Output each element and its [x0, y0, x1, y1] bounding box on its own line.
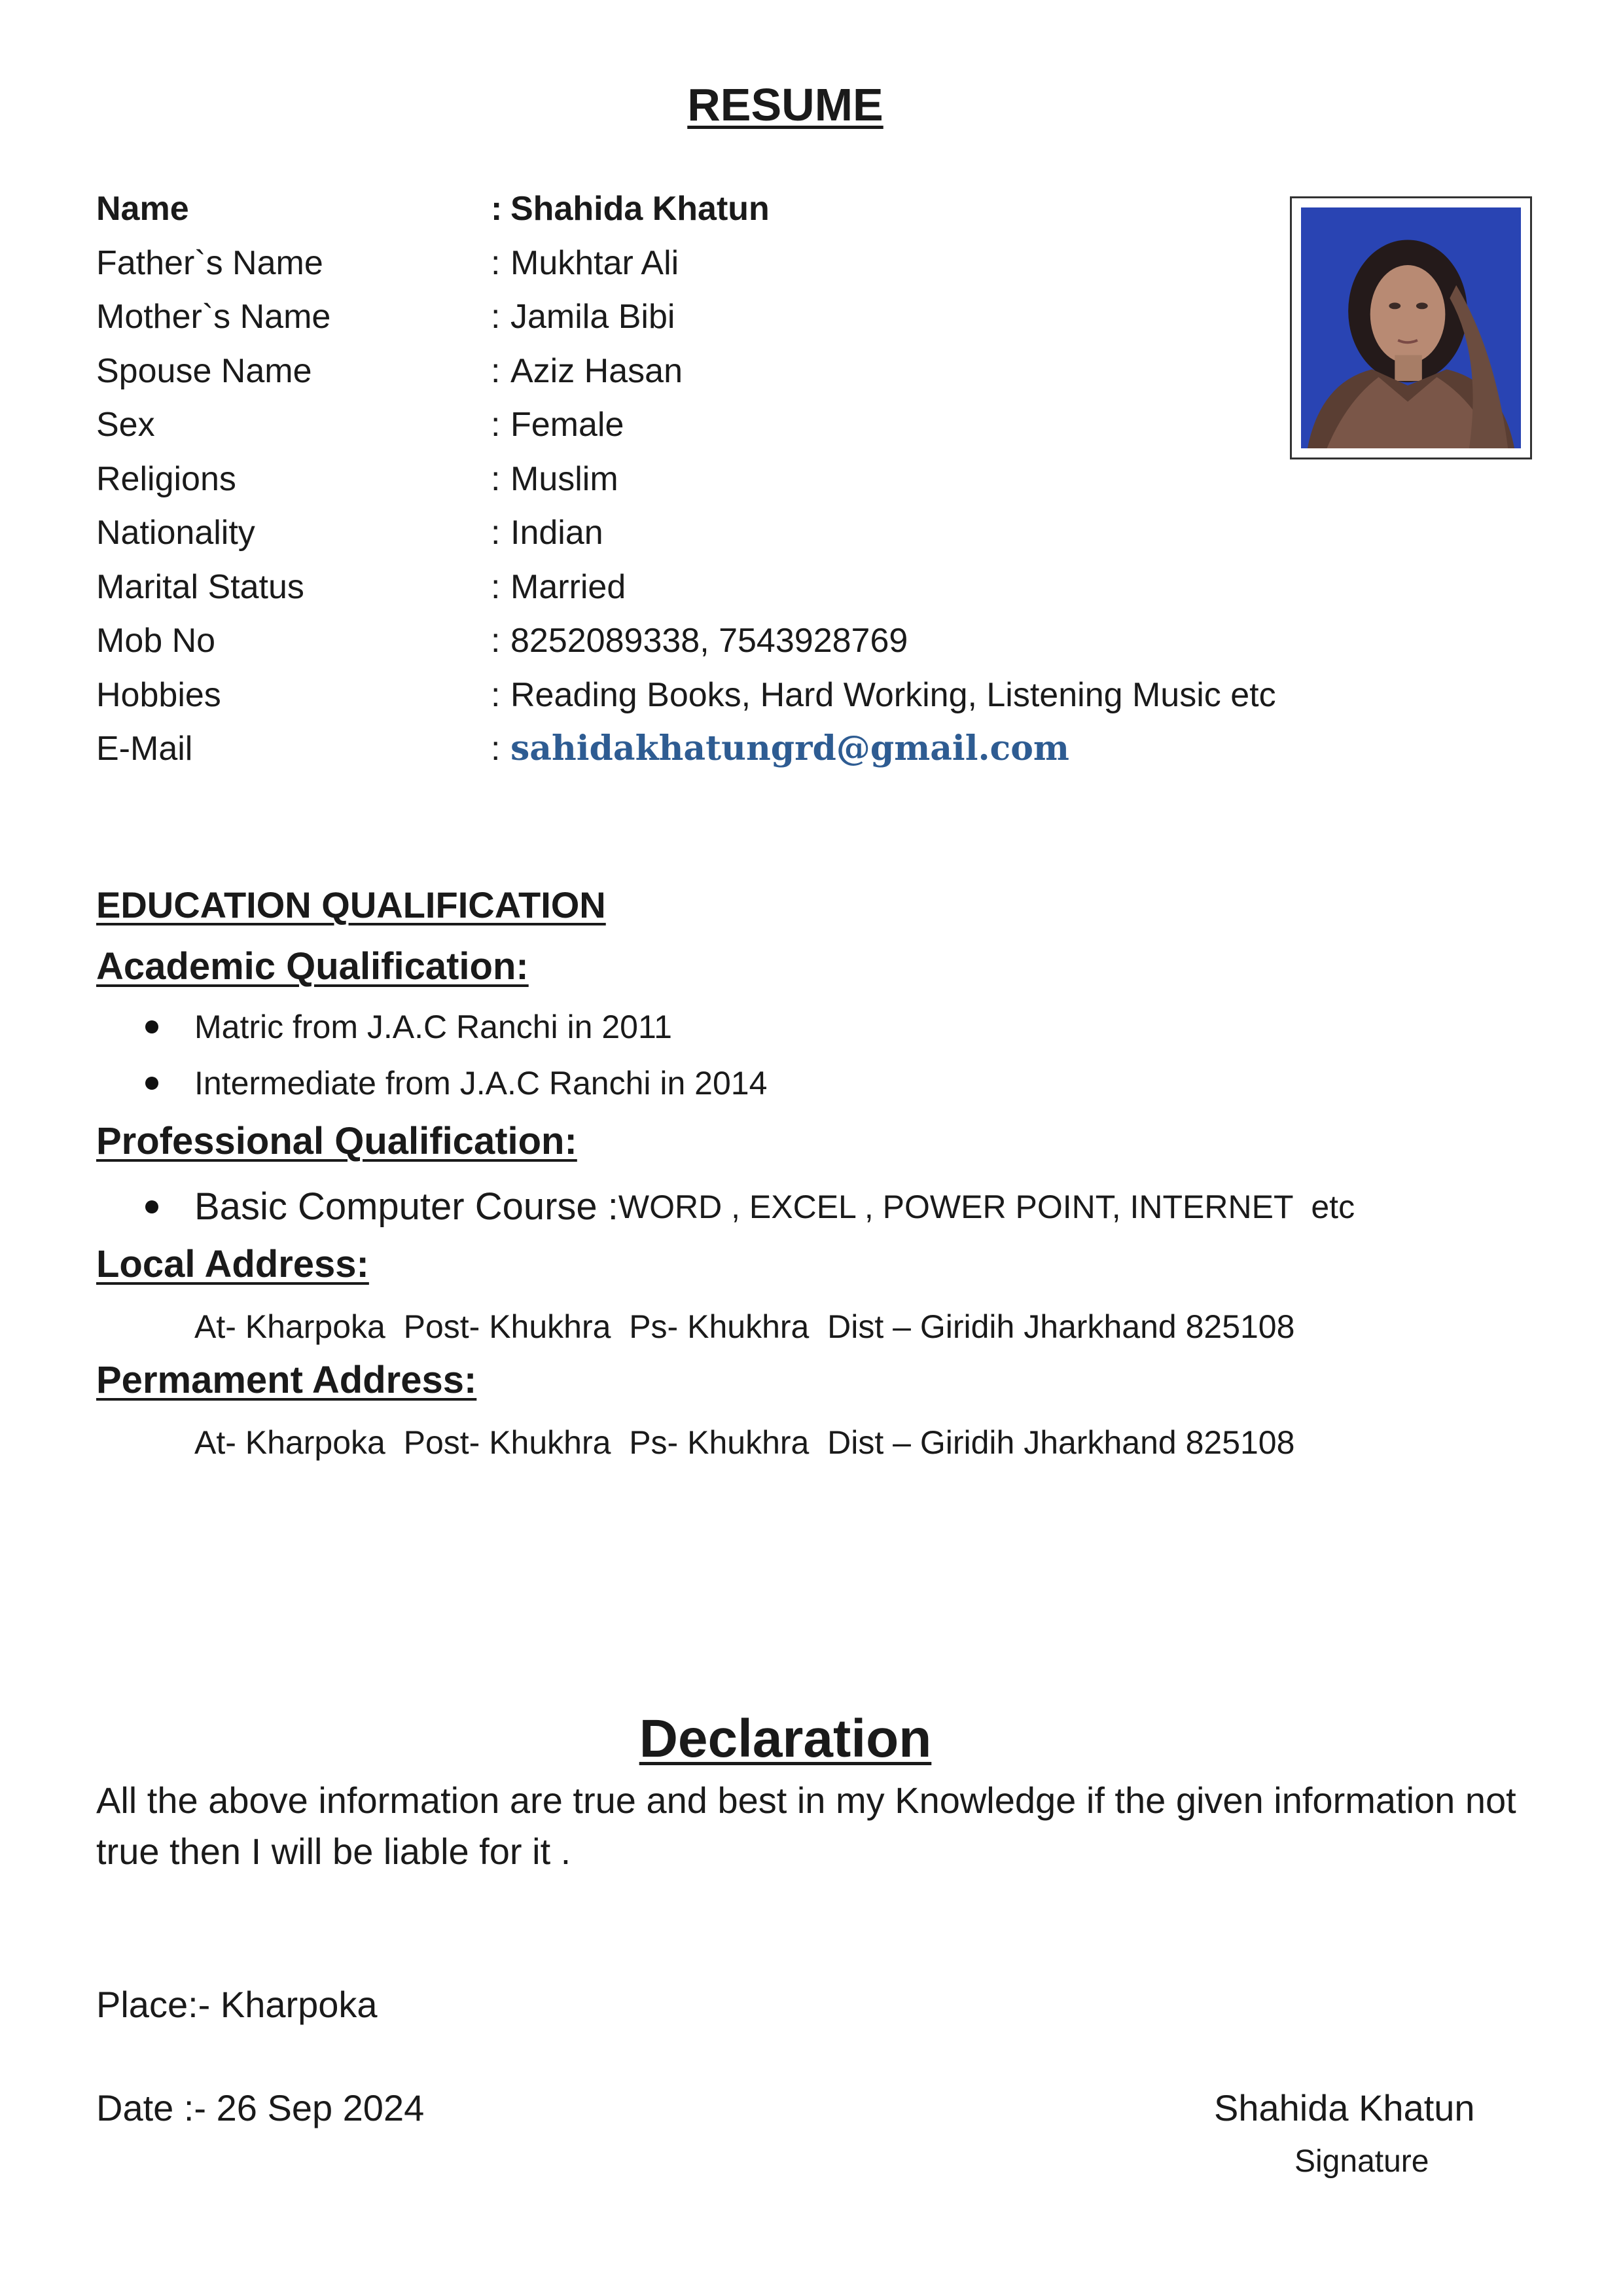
detail-value: Reading Books, Hard Working, Listening Music etc: [510, 675, 1276, 714]
detail-label: Nationality: [96, 514, 255, 552]
list-item: [145, 1064, 767, 1102]
personal-details: [96, 182, 1405, 776]
detail-colon: :: [491, 243, 501, 282]
place-line: Place:- Kharpoka: [96, 1984, 378, 2025]
email-link[interactable]: sahidakhatungrd@gmail.com: [510, 728, 1069, 769]
detail-row-hobbies: [96, 668, 1405, 723]
permanent-address-heading: Permament Address:: [96, 1359, 477, 1401]
list-item: [145, 1185, 1355, 1229]
detail-value: Shahida Khatun: [510, 190, 770, 228]
detail-label: Religions: [96, 459, 236, 498]
detail-value: Mukhtar Ali: [510, 243, 679, 282]
detail-value: Indian: [510, 514, 603, 552]
detail-row-name: [96, 182, 1405, 236]
resume-title: RESUME: [687, 79, 883, 130]
detail-colon: :: [491, 190, 503, 228]
detail-label: Sex: [96, 406, 155, 444]
detail-value: Aziz Hasan: [510, 351, 683, 390]
detail-colon: :: [491, 351, 501, 390]
academic-item: Intermediate from J.A.C Ranchi in 2014: [194, 1065, 768, 1102]
detail-label: Mother`s Name: [96, 298, 331, 336]
detail-colon: :: [491, 514, 501, 552]
bullet-icon: [145, 1077, 158, 1090]
detail-row-spouse: [96, 344, 1405, 399]
permanent-address-text: At- Kharpoka Post- Khukhra Ps- Khukhra Dist – Giridih Jharkhand 825108: [194, 1424, 1295, 1461]
local-address-heading: Local Address:: [96, 1243, 369, 1285]
profile-photo-illustration: [1301, 207, 1521, 448]
detail-row-nationality: [96, 506, 1405, 560]
declaration-text: All the above information are true and best in my Knowledge if the given information not true then I will be liable for it .: [96, 1780, 1516, 1872]
detail-colon: :: [491, 567, 501, 606]
detail-label: Father`s Name: [96, 243, 323, 282]
detail-colon: :: [491, 622, 501, 660]
detail-colon: :: [491, 675, 501, 714]
professional-item-detail: WORD , EXCEL , POWER POINT, INTERNET etc: [618, 1188, 1355, 1225]
declaration-title: Declaration: [639, 1709, 932, 1768]
profile-photo: [1301, 207, 1521, 448]
detail-colon: :: [491, 730, 501, 768]
bullet-icon: [145, 1200, 158, 1213]
bullet-icon: [145, 1020, 158, 1033]
academic-item: Matric from J.A.C Ranchi in 2011: [194, 1009, 672, 1045]
detail-colon: :: [491, 298, 501, 336]
detail-value: Married: [510, 567, 626, 606]
detail-row-mother: [96, 290, 1405, 344]
list-item: [145, 1008, 672, 1046]
detail-colon: :: [491, 406, 501, 444]
detail-row-sex: [96, 398, 1405, 452]
detail-row-mobile: [96, 614, 1405, 668]
signature-label: Signature: [1294, 2144, 1429, 2179]
professional-item-main: Basic Computer Course :: [194, 1185, 618, 1228]
education-heading: EDUCATION QUALIFICATION: [96, 884, 606, 925]
detail-colon: :: [491, 459, 501, 498]
detail-row-religion: [96, 452, 1405, 507]
detail-label: E-Mail: [96, 730, 193, 768]
signature-name: Shahida Khatun: [1214, 2087, 1475, 2128]
date-line: Date :- 26 Sep 2024: [96, 2087, 425, 2128]
detail-value: 8252089338, 7543928769: [510, 622, 908, 660]
detail-row-father: [96, 236, 1405, 291]
detail-label: Hobbies: [96, 675, 221, 714]
detail-value: Jamila Bibi: [510, 298, 675, 336]
detail-row-email: [96, 722, 1405, 776]
academic-qualification-heading: Academic Qualification:: [96, 945, 529, 988]
detail-label: Mob No: [96, 622, 216, 660]
detail-label: Name: [96, 190, 189, 228]
detail-label: Spouse Name: [96, 351, 312, 390]
profile-photo-frame: [1290, 196, 1532, 459]
detail-value: Muslim: [510, 459, 618, 498]
professional-qualification-heading: Professional Qualification:: [96, 1120, 577, 1162]
detail-row-marital-status: [96, 560, 1405, 615]
detail-label: Marital Status: [96, 567, 304, 606]
detail-value: Female: [510, 406, 624, 444]
local-address-text: At- Kharpoka Post- Khukhra Ps- Khukhra Dist – Giridih Jharkhand 825108: [194, 1308, 1295, 1345]
